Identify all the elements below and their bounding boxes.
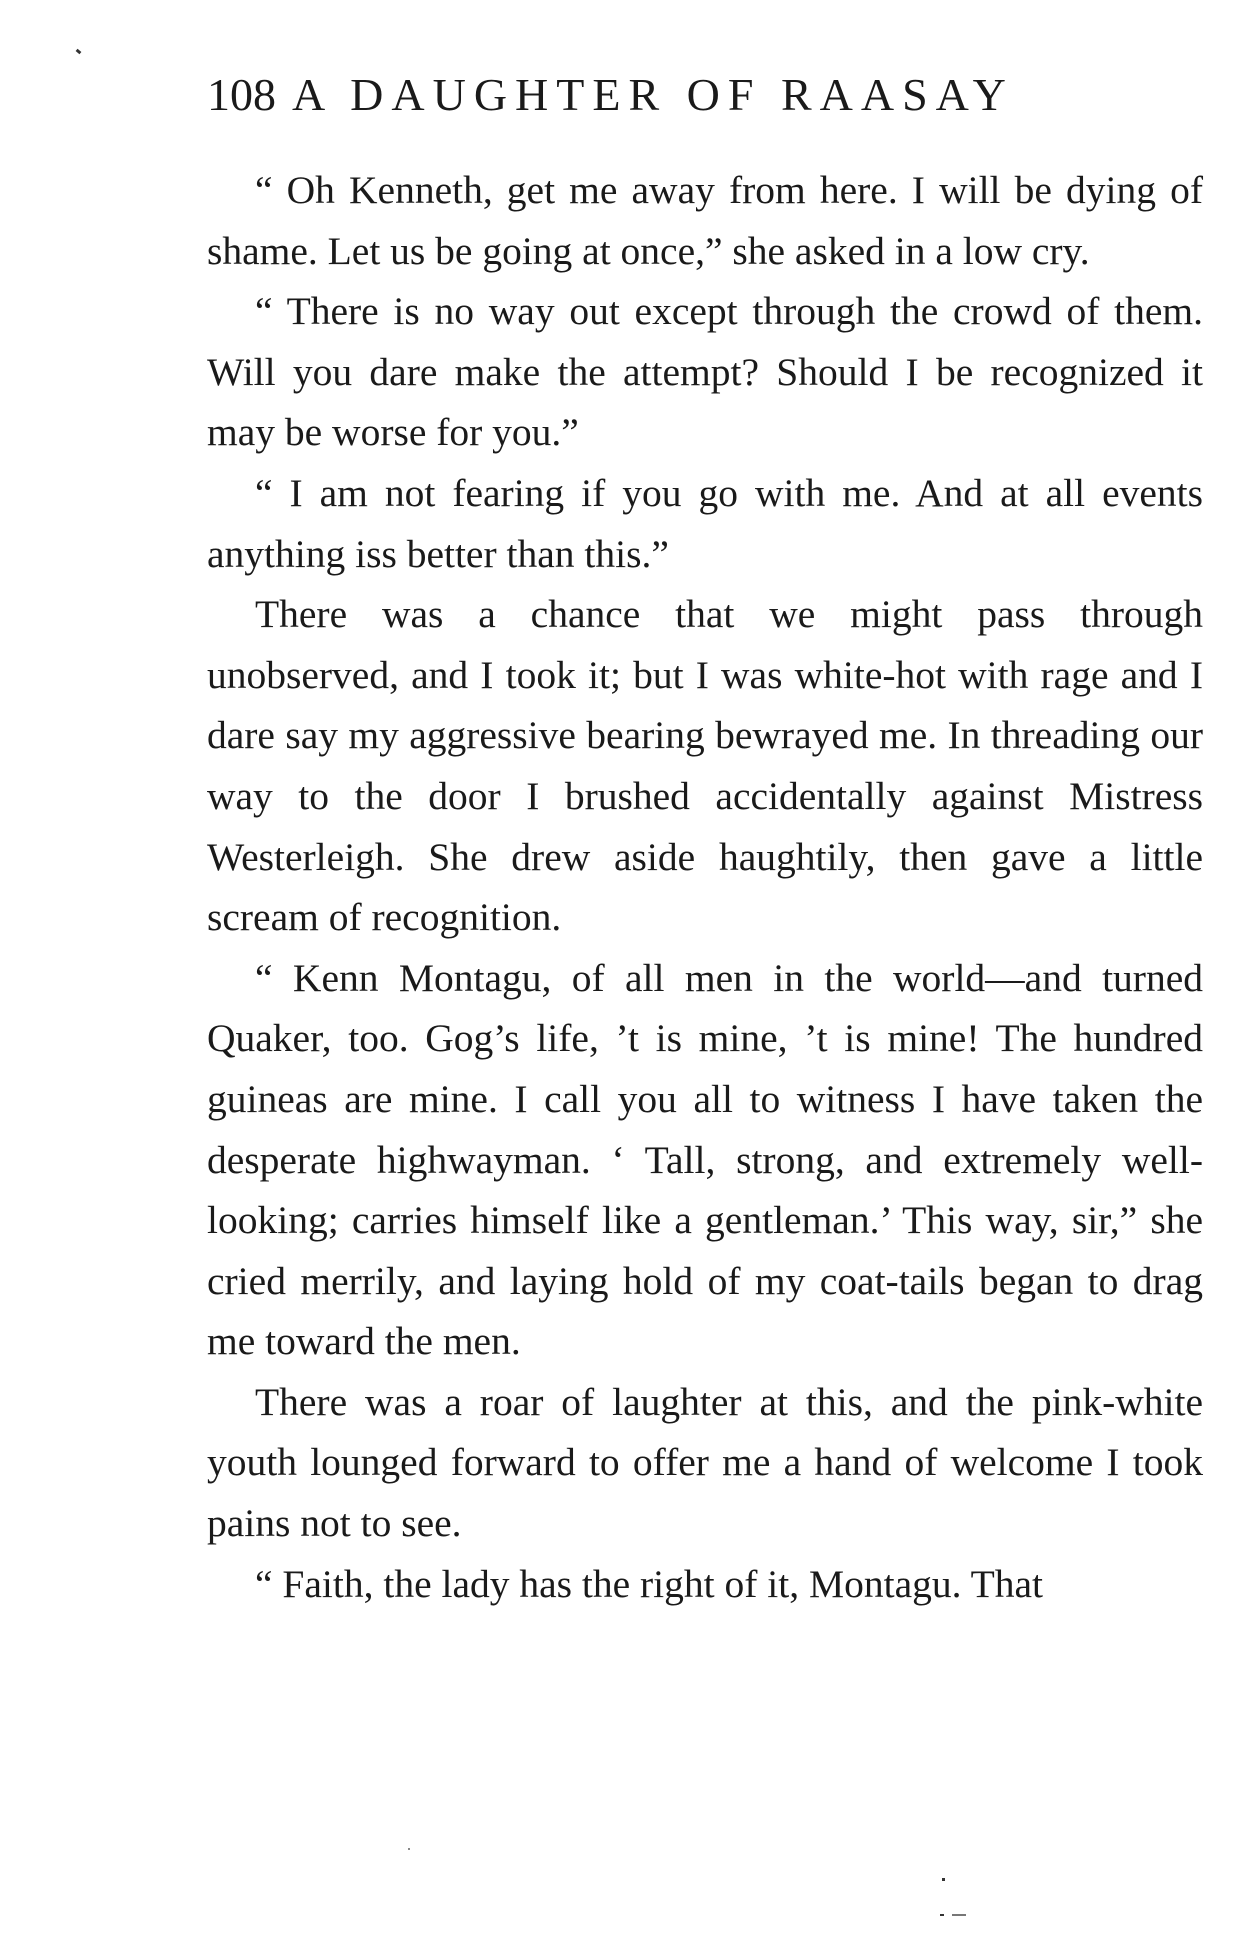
paragraph-7: “ Faith, the lady has the right of it, Montagu. That [255,1561,1044,1606]
scan-speck [942,1878,945,1881]
scan-speck [952,1914,966,1916]
running-title: A DAUGHTER OF RAASAY [292,69,1014,120]
scan-speck [940,1914,944,1916]
paragraph-1: “ Oh Kenneth, get me away from here. I will be dying of shame. Let us be going at once,” she asked in a low cry. [207,168,1203,273]
paragraph-2: “ There is no way out except through the crowd of them. Will you dare make the attempt? Should I be recognized it may be worse for you.” [207,289,1203,455]
paragraph-4: There was a chance that we might pass through unobserved, and I took it; but I was white-hot with rage and I dare say my aggressive bearing bewrayed me. In threading our way to the door I brushed accidentally against Mistress Westerleigh. She drew aside haughtily, then gave a little scream of recognition. [207,592,1203,940]
scan-speck [76,49,82,55]
scan-speck [408,1848,410,1850]
paragraph-5: “ Kenn Montagu, of all men in the world—and turned Quaker, too. Gog’s life, ’t is mine, ’t is mine! The hundred guineas are mine. I call you all to witness I have taken the desperate highwayman. ‘ Tall, strong, and extremely well-looking; carries himself like a gentleman.’ This way, sir,” she cried merrily, and laying hold of my coat-tails began to drag me toward the men. [207,955,1203,1364]
body-text [207,160,1203,1614]
page-number: 108 [207,69,276,120]
running-header [207,68,1197,128]
paragraph-3: “ I am not fearing if you go with me. And at all events anything iss better than this.” [207,470,1203,576]
paragraph-6: There was a roar of laughter at this, and the pink-white youth lounged forward to offer me a hand of welcome I took pains not to see. [207,1379,1203,1546]
